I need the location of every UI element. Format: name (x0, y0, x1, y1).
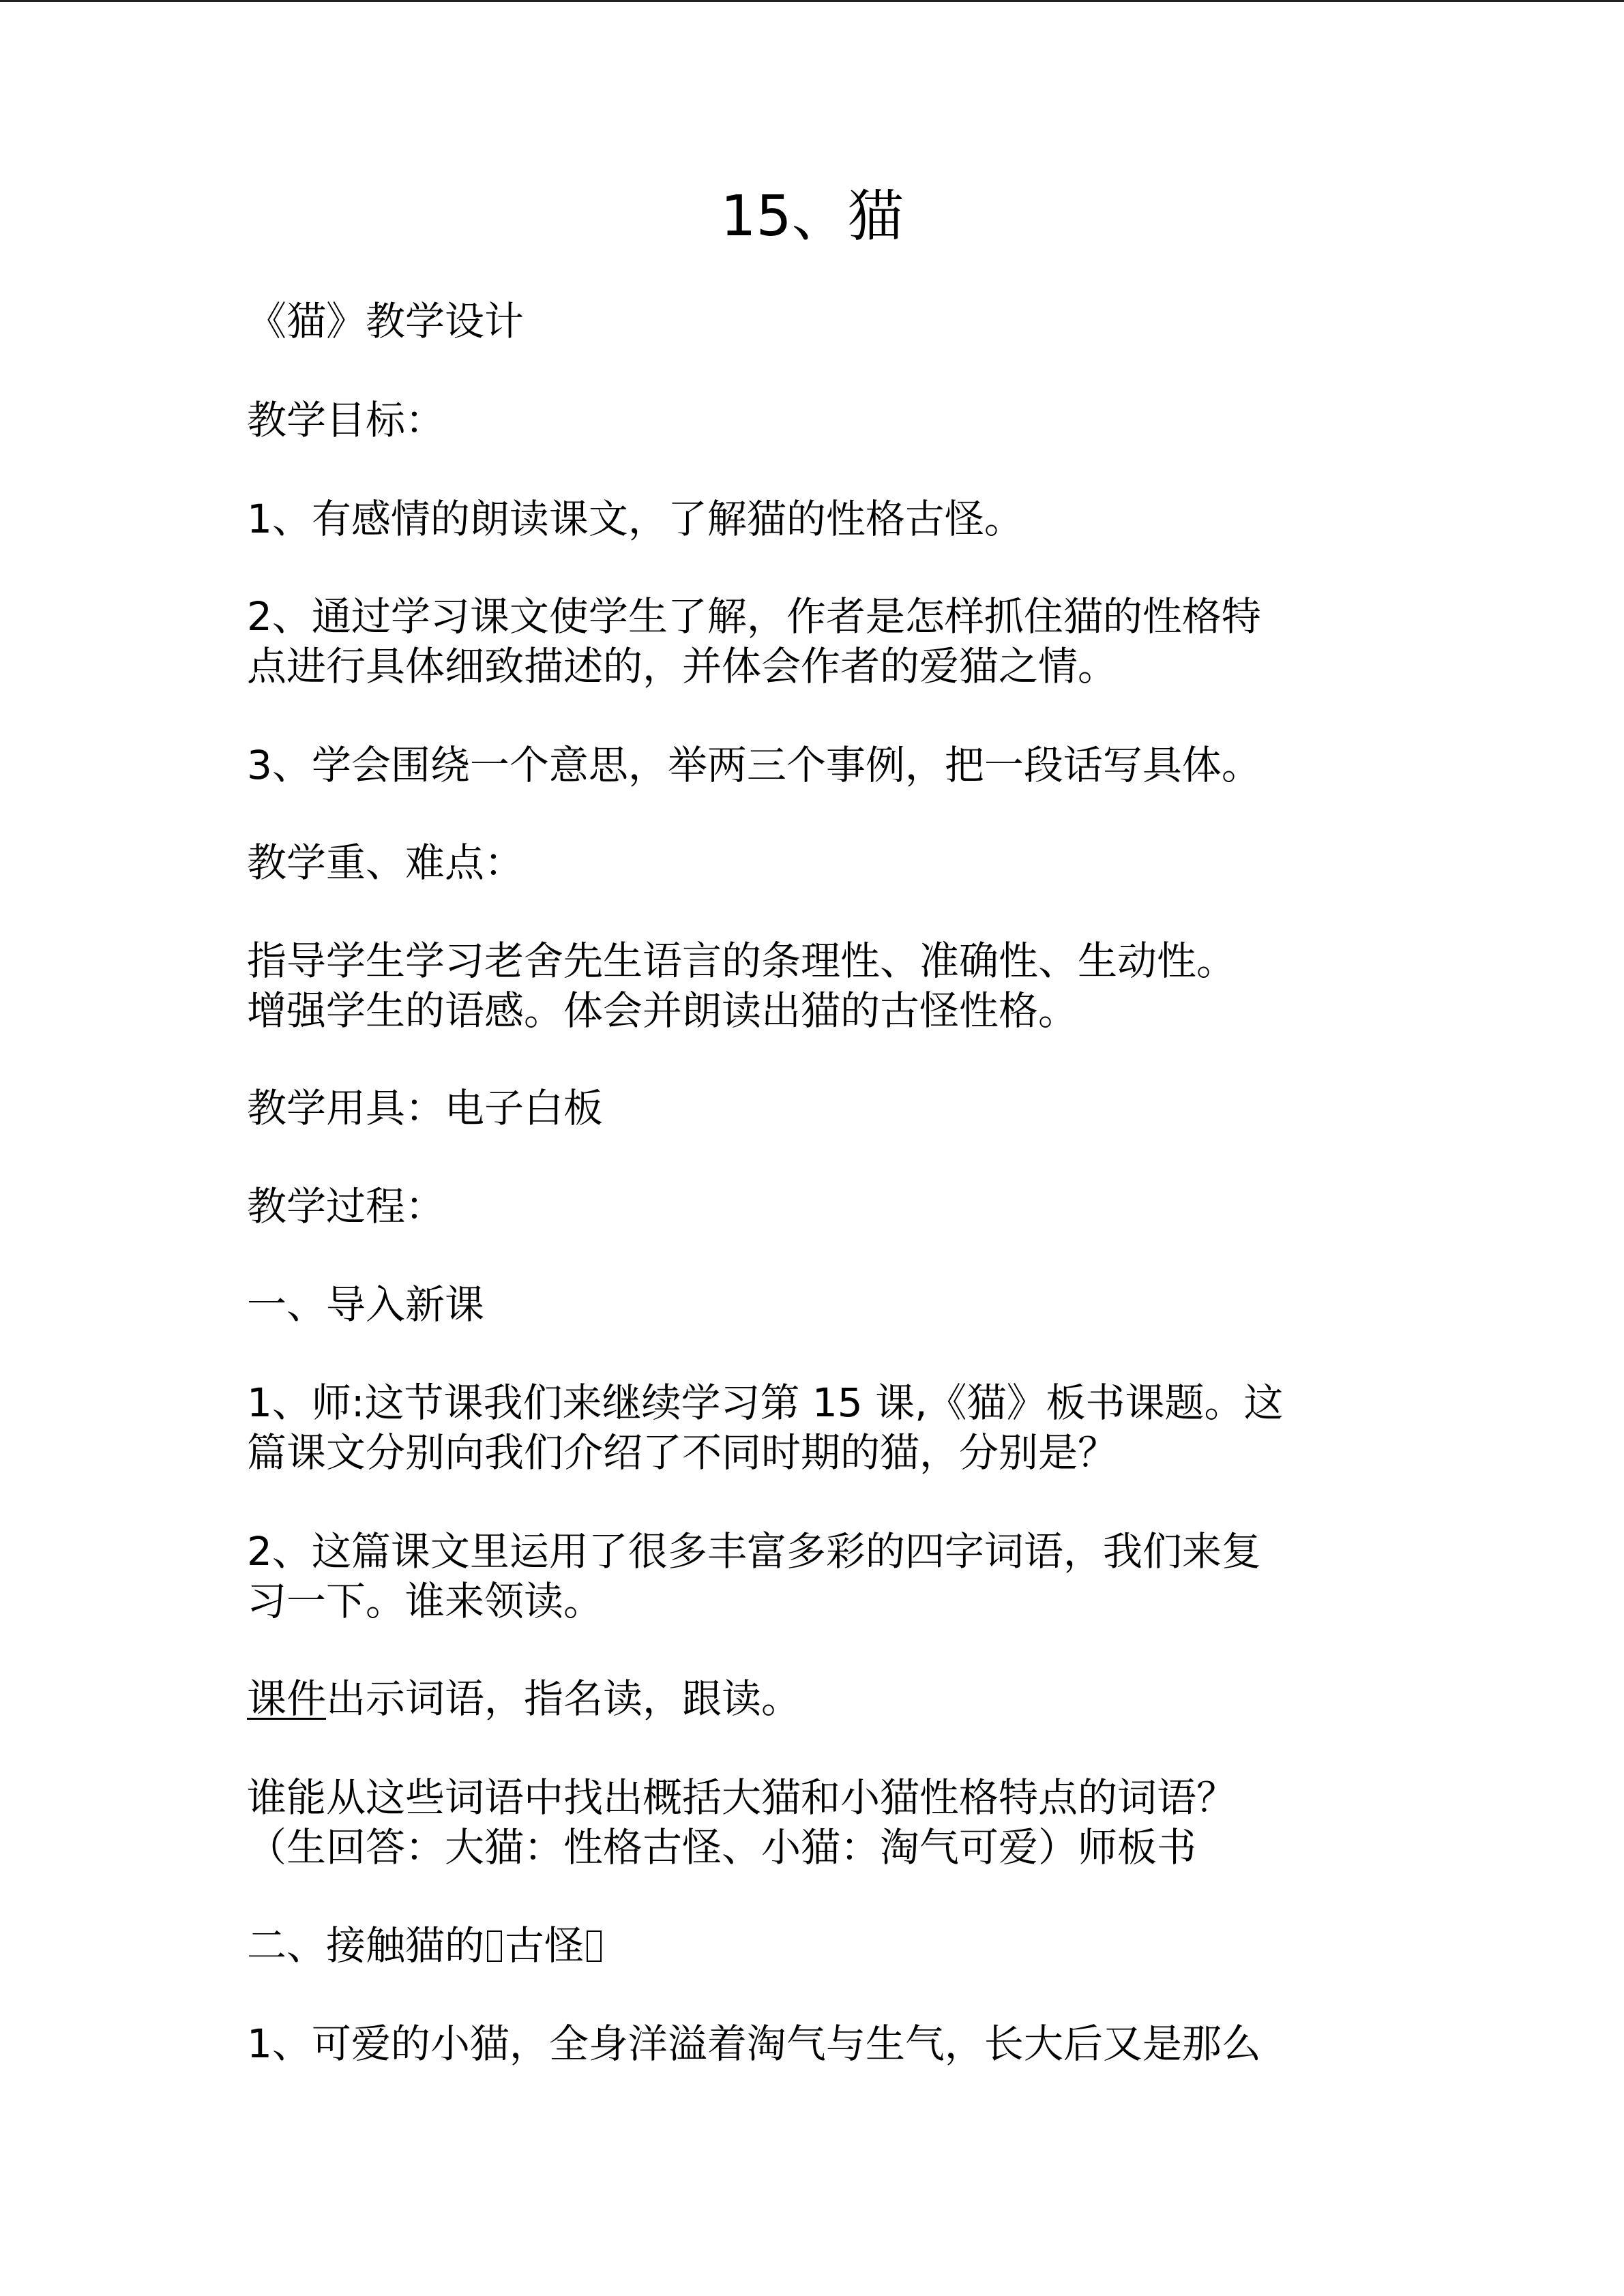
courseware-word: 课件 (247, 1675, 327, 1722)
step-2-line-2: 习一下。谁来领读。 (247, 1578, 604, 1624)
courseware-line (247, 1674, 801, 1723)
page-title: 15、猫 (720, 184, 904, 249)
section-2-heading (247, 1921, 604, 1970)
open-quote-box-icon (487, 1930, 502, 1962)
section-1-heading: 一、导入新课 (247, 1281, 485, 1328)
step-1-line-1: 1、师:这节课我们来继续学习第 15 课,《猫》板书课题。这 (247, 1380, 1284, 1426)
key-points-heading: 教学重、难点： (247, 839, 525, 886)
key-points-line-2: 增强学生的语感。体会并朗读出猫的古怪性格。 (247, 987, 1078, 1034)
step-2-line-1: 2、这篇课文里运用了很多丰富多彩的四字词语，我们来复 (247, 1528, 1261, 1575)
objective-2-line-2: 点进行具体细致描述的，并体会作者的爱猫之情。 (247, 643, 1118, 689)
objective-3: 3、学会围绕一个意思，举两三个事例，把一段话写具体。 (247, 742, 1261, 788)
question-line-2: （生回答：大猫：性格古怪、小猫：淘气可爱）师板书 (247, 1824, 1197, 1870)
question-line-1: 谁能从这些词语中找出概括大猫和小猫性格特点的词语？ (247, 1774, 1237, 1821)
objective-1: 1、有感情的朗读课文，了解猫的性格古怪。 (247, 496, 1024, 542)
objective-2-line-1: 2、通过学习课文使学生了解，作者是怎样抓住猫的性格特 (247, 593, 1261, 640)
section-2-line-1: 1、可爱的小猫，全身洋溢着淘气与生气，长大后又是那么 (247, 2021, 1261, 2067)
step-1-line-2: 篇课文分别向我们介绍了不同时期的猫，分别是？ (247, 1429, 1118, 1476)
teaching-tools: 教学用具：电子白板 (247, 1085, 604, 1131)
key-points-line-1: 指导学生学习老舍先生语言的条理性、准确性、生动性。 (247, 938, 1237, 984)
process-heading: 教学过程： (247, 1183, 445, 1229)
section-2-heading-word: 古怪 (505, 1922, 585, 1969)
section-2-heading-text: 二、接触猫的 (247, 1922, 485, 1969)
close-quote-box-icon (587, 1930, 602, 1962)
courseware-rest: 出示词语，指名读，跟读。 (326, 1675, 801, 1722)
objectives-heading: 教学目标： (247, 397, 445, 443)
subtitle: 《猫》教学设计 (247, 298, 525, 344)
